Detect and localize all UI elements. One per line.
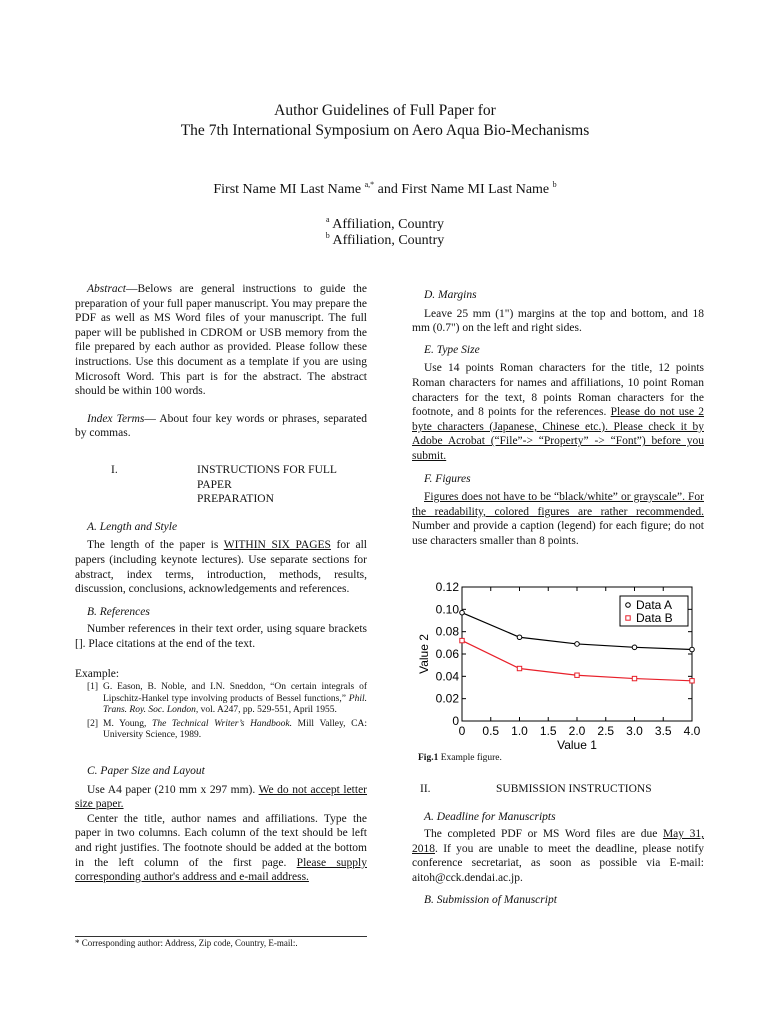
subsection-c-p2	[75, 812, 367, 885]
subsection-2a-t2: May 31, 2018	[412, 828, 704, 855]
affiliation-a-sup: a	[325, 215, 330, 224]
reference-item	[75, 682, 367, 717]
x-tick-label: 0.5	[482, 724, 500, 738]
subsection-2a-t3: . If you are unable to meet the deadline, please notify conference secretariat, as soon as possible via E-mail: aitoh@cck.dendai.ac.jp.	[412, 842, 704, 884]
affiliation-b-sup: b	[325, 231, 330, 240]
x-tick-label: 2.5	[597, 724, 615, 738]
x-tick-label: 3.5	[654, 724, 672, 738]
subsection-a-text	[75, 538, 367, 596]
y-tick-label: 0.06	[435, 647, 459, 661]
footnote-rule	[75, 936, 367, 937]
subsection-c-p2a: Center the title, author names and affiliations. Type the paper in two columns. Each column of the text should be left and right justifies. The footnote should be added at the bottom in the left column of the first page.	[75, 812, 367, 869]
reference-number: [1]	[87, 682, 99, 693]
x-tick-label: 1.0	[511, 724, 528, 738]
data-point	[690, 679, 694, 683]
data-point	[517, 666, 521, 670]
footnote: * Corresponding author: Address, Zip code, Country, E-mail:.	[75, 938, 298, 948]
subsection-2a-heading: A. Deadline for Manuscripts	[424, 810, 556, 823]
y-axis-label: Value 2	[417, 634, 431, 674]
y-tick-label: 0.08	[435, 624, 459, 639]
reference-2-italic: The Technical Writer’s Handbook.	[152, 718, 293, 729]
reference-text	[103, 682, 367, 717]
y-tick-label: 0.10	[435, 602, 459, 617]
affiliation-b	[0, 233, 770, 249]
author-2-sup: b	[552, 180, 557, 189]
abstract-text: —Belows are general instructions to guide the preparation of your full paper manuscript. You may prepare the PDF as well as MS Word files of your manuscript. The full paper will be published in CDROM or USB memory from the file prepared by each author as provided. Please follow these instructions. Use this document as a template if you are using Microsoft Word. This part is for the abstract. The abstract should be within 100 words.	[75, 283, 367, 398]
subsection-e-text	[412, 361, 704, 463]
data-point	[460, 610, 465, 615]
subsection-c-p1	[75, 783, 367, 812]
subsection-f-t1: Figures does not have to be “black/white” or grayscale”. For the readability, colored figures are rather recommended.	[412, 491, 704, 518]
right-column	[412, 288, 704, 549]
subsection-d-text: Leave 25 mm (1") margins at the top and bottom, and 18 mm (0.7") on the left and right sides.	[412, 307, 704, 335]
section-1-number: I.	[111, 463, 118, 476]
x-tick-label: 0	[458, 724, 466, 738]
legend-marker	[626, 616, 630, 620]
paper-title-line2: The 7th International Symposium on Aero Aqua Bio-Mechanisms	[180, 122, 590, 139]
legend-label: Data B	[636, 611, 673, 625]
x-tick-label: 1.5	[539, 724, 557, 738]
section-1-title-line1: INSTRUCTIONS FOR FULL PAPER	[197, 463, 337, 491]
subsection-a-t3: for all papers (including keynote lectures). Use separate sections for abstract, index terms, introduction, methods, results, discussion, conclusions, acknowledgements and references.	[75, 539, 367, 596]
left-column	[75, 282, 367, 885]
author-and: and	[377, 182, 402, 197]
subsection-e-t2: Please do not use 2 byte characters (Japanese, Chinese etc.). Please check it by Adobe Acrobat (“File”-> “Property” -> “Font”) before you submit.	[412, 406, 704, 462]
subsection-b-heading: B. References	[87, 605, 150, 618]
data-point	[517, 635, 522, 640]
subsection-f-t2: Number and provide a caption (legend) for each figure; do not use characters smaller than 8 points.	[412, 520, 704, 547]
subsection-d-heading: D. Margins	[424, 289, 477, 301]
subsection-a-t2: WITHIN SIX PAGES	[223, 539, 331, 552]
reference-2-post: Mill Valley, CA: University Science, 1989.	[103, 718, 368, 741]
reference-list	[75, 682, 367, 742]
affiliation-b-text: Affiliation, Country	[332, 233, 445, 248]
reference-1-italic: Phil. Trans. Roy. Soc. London,	[103, 693, 367, 716]
subsection-c-heading: C. Paper Size and Layout	[87, 765, 205, 778]
paper-title-line1: Author Guidelines of Full Paper for	[274, 102, 496, 119]
y-tick-label: 0	[452, 714, 459, 728]
affiliation-a-text: Affiliation, Country	[332, 217, 445, 232]
section-1-title-line2: PREPARATION	[197, 493, 274, 506]
subsection-b-text: Number references in their text order, using square brackets []. Place citations at the end of the text.	[75, 623, 367, 650]
y-tick-label: 0.02	[435, 691, 459, 706]
subsection-a-t1: The length of the paper is	[87, 539, 224, 552]
legend-label: Data A	[636, 598, 673, 612]
reference-2-pre: M. Young,	[103, 718, 153, 729]
data-point	[632, 676, 636, 680]
y-tick-label: 0.04	[435, 669, 459, 684]
affiliation-a	[0, 217, 770, 233]
x-tick-label: 2.0	[568, 724, 586, 738]
x-tick-label: 4.0	[683, 724, 701, 738]
reference-1-pre: G. Eason, B. Noble, and I.N. Sneddon, “On certain integrals of Lipschitz-Hankel type involving products of Bessel functions,”	[103, 682, 367, 704]
example-label: Example:	[75, 668, 120, 681]
index-terms-text: — About four key words or phrases, separated by commas.	[75, 412, 367, 440]
author-2: First Name MI Last Name	[401, 182, 550, 197]
subsection-c-p1a: Use A4 paper (210 mm x 297 mm).	[87, 783, 259, 796]
abstract-label: Abstract	[87, 283, 126, 295]
data-point	[575, 673, 579, 677]
reference-item	[75, 719, 367, 742]
figure-caption	[418, 753, 502, 763]
abstract	[75, 282, 367, 399]
section-2-heading	[412, 782, 704, 797]
section-2-title: SUBMISSION INSTRUCTIONS	[496, 783, 652, 795]
data-point	[460, 638, 464, 642]
subsection-f-heading: F. Figures	[424, 472, 471, 485]
subsection-2a-text	[412, 827, 704, 885]
index-terms	[75, 412, 367, 441]
section-1-heading	[75, 463, 367, 507]
right-column-lower	[412, 782, 704, 907]
subsection-a-heading: A. Length and Style	[87, 520, 178, 533]
reference-1-post: vol. A247, pp. 529-551, April 1955.	[198, 705, 337, 716]
subsection-f-text	[412, 490, 704, 548]
author-1-sup: a,*	[364, 180, 375, 189]
subsection-2b-heading: B. Submission of Manuscript	[424, 893, 557, 906]
legend-marker	[626, 603, 631, 608]
figure-caption-text: Example figure.	[438, 753, 502, 763]
section-2-number: II.	[420, 783, 431, 795]
data-point	[632, 645, 637, 650]
index-terms-label: Index Terms	[87, 412, 145, 425]
section-1-title	[159, 463, 367, 507]
author-1: First Name MI Last Name	[213, 182, 362, 197]
y-tick-label: 0.12	[435, 580, 459, 594]
author-line	[0, 182, 770, 198]
figure-caption-label: Fig.1	[418, 753, 439, 763]
subsection-c-p2b: Please supply corresponding author's address and e-mail address.	[75, 856, 367, 884]
subsection-c-p1b: We do not accept letter size paper.	[75, 783, 368, 811]
subsection-e-heading: E. Type Size	[424, 343, 480, 356]
data-point	[575, 642, 580, 647]
x-axis-label: Value 1	[557, 738, 597, 752]
reference-text	[103, 719, 367, 742]
example-figure-chart	[412, 578, 712, 756]
reference-number: [2]	[87, 718, 99, 729]
x-tick-label: 3.0	[626, 724, 643, 738]
subsection-2a-t1: The completed PDF or MS Word files are due	[424, 828, 663, 841]
data-point	[690, 647, 695, 652]
subsection-e-t1: Use 14 points Roman characters for the title, 12 points Roman characters for names and affiliations, 10 point Roman characters for the text, 8 points Roman characters for the footnote, and 8 points for the references.	[412, 362, 704, 419]
